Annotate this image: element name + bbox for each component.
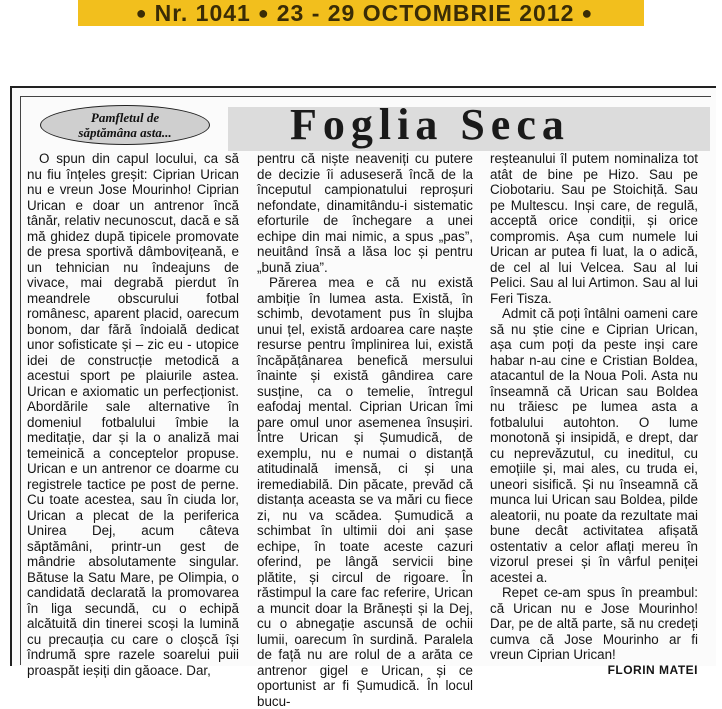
bullet-icon: ● [135, 2, 148, 23]
bullet-icon: ● [581, 2, 594, 23]
article-column-1 [27, 151, 239, 678]
author-signature: FLORIN MATEI [607, 662, 698, 677]
paragraph: pentru că niște neaveniți cu putere de decizie îi aduseseră încă de la începutul campionatului reproșuri nefondate, dinamitându-i sistematic eforturile de închegare a unei echipe din mai nimic, a spus „pas”, neuitând însă a lăsa loc și pentru „bună ziua”. [257, 151, 473, 275]
paragraph: Admit că poți întâlni oameni care să nu știe cine e Ciprian Urican, așa cum poți da peste inși care habar n-au cine e Cristian Boldea, atacantul de la Noua Poli. Asta nu înseamnă că Urican sau Boldea nu trăiesc pe lumea asta a fotbalului autohton. O lume monotonă și insipidă, e drept, dar cu neprevăzutul, cu ineditul, cu emoțiile și, mai ales, cu truda ei, uneori sisifică. Și nu înseamnă că munca lui Urican sau Boldea, pilde aleatorii, nu poate da rezultate mai bune decât activitatea afișată ostentativ a celor aflați mereu în vizorul presei și în vârful peniței acestei a. [490, 306, 698, 585]
column-title: Foglia Seca [290, 100, 570, 149]
article-column-3 [490, 151, 698, 678]
paragraph: O spun din capul locului, ca să nu fiu înțeles greșit: Ciprian Urican nu e vreun Jose Mourinho! Ciprian Urican e doar un antrenor încă tânăr, relativ necunoscut, dacă e să mă ghidez după tipicele promovate de presa sportivă dâmbovițeană, e un tehnician nu îndeajuns de vivace, mai degrabă pierdut în meandrele obscurului fotbal românesc, aparent placid, oarecum bonom, dar fără îndoială dedicat unor sofisticate și – zic eu - utopice idei de construcție metodică a acestui sport pe plaiurile astea. Urican e axiomatic un perfecționist. Abordările sale alternative în domeniul fotbalului îmbie la meditație, dar și la o analiză mai temeinică a conceptelor propuse. Urican e un antrenor ce doarme cu registrele tactice pe post de perne. Cu toate acestea, sau în ciuda lor, Urican a plecat de la periferica Unirea Dej, acum câteva săptămâni, printr-un gest de mândrie absolutamente singular. Bătuse la Satu Mare, pe Olimpia, o candidată declarată la promovarea în liga secundă, cu o echipă alcătuită din tinerei scoși la lumină cu precauția cu care o cloșcă își îndrumă spre razele soarelui puii proaspăt ieșiți din găoace. Dar, [27, 151, 239, 678]
rubric-oval [40, 105, 210, 145]
bullet-icon: ● [257, 2, 270, 23]
issue-dates: 23 - 29 OCTOMBRIE 2012 [276, 0, 575, 26]
issue-banner [78, 0, 644, 26]
article-column-2 [257, 151, 473, 709]
paragraph: Părerea mea e că nu există ambiție în lumea asta. Există, în schimb, devotament pus în slujba unui țel, există ardoarea care naște resurse pentru împlinirea lui, există încăpățânarea benefică mersului înainte și există gândirea care susține, ca o temelie, întregul eafodaj mental. Ciprian Urican îmi pare omul unor asemenea însușiri. Între Urican și Șumudică, de exemplu, nu e numai o distanță atitudinală imensă, ci și una iremediabilă. Din păcate, prevăd că distanța aceasta se va mări cu fiece zi, nu va scădea. Șumudică a schimbat în ultimii doi ani șase echipe, în toate aceste cazuri oferind, pe lângă servicii bine plătite, și circul de rigoare. În răstimpul la care fac referire, Urican a muncit doar la Brănești și la Dej, cu o abnegație ascunsă de ochii lumii, oarecum în surdină. Paralela de față nu are rolul de a arăta ce antrenor gigel e Urican, și ce oportunist ar fi Șumudică. În locul bucu- [257, 275, 473, 709]
issue-number: Nr. 1041 [154, 0, 251, 26]
paragraph: Repet ce-am spus în preambul: că Urican nu e Jose Mourinho! Dar, pe de altă parte, să nu credeți cumva că Jose Mourinho ar fi vreun Ciprian Urican! [490, 585, 698, 662]
rubric-line-2: săptămâna asta... [78, 125, 172, 140]
rubric-line-1: Pamfletul de [90, 110, 160, 125]
paragraph: reșteanului îl putem nominaliza tot atât de bine pe Hizo. Sau pe Ciobotariu. Sau pe Stoichiță. Sau pe Multescu. Inși care, de regulă, acceptă orice condiții, și orice compromis. Așa cum numele lui Urican ar putea fi luat, la o adică, de cel al lui Velcea. Sau al lui Pelici. Sau al lui Artimon. Sau al lui Feri Tisza. [490, 151, 698, 306]
